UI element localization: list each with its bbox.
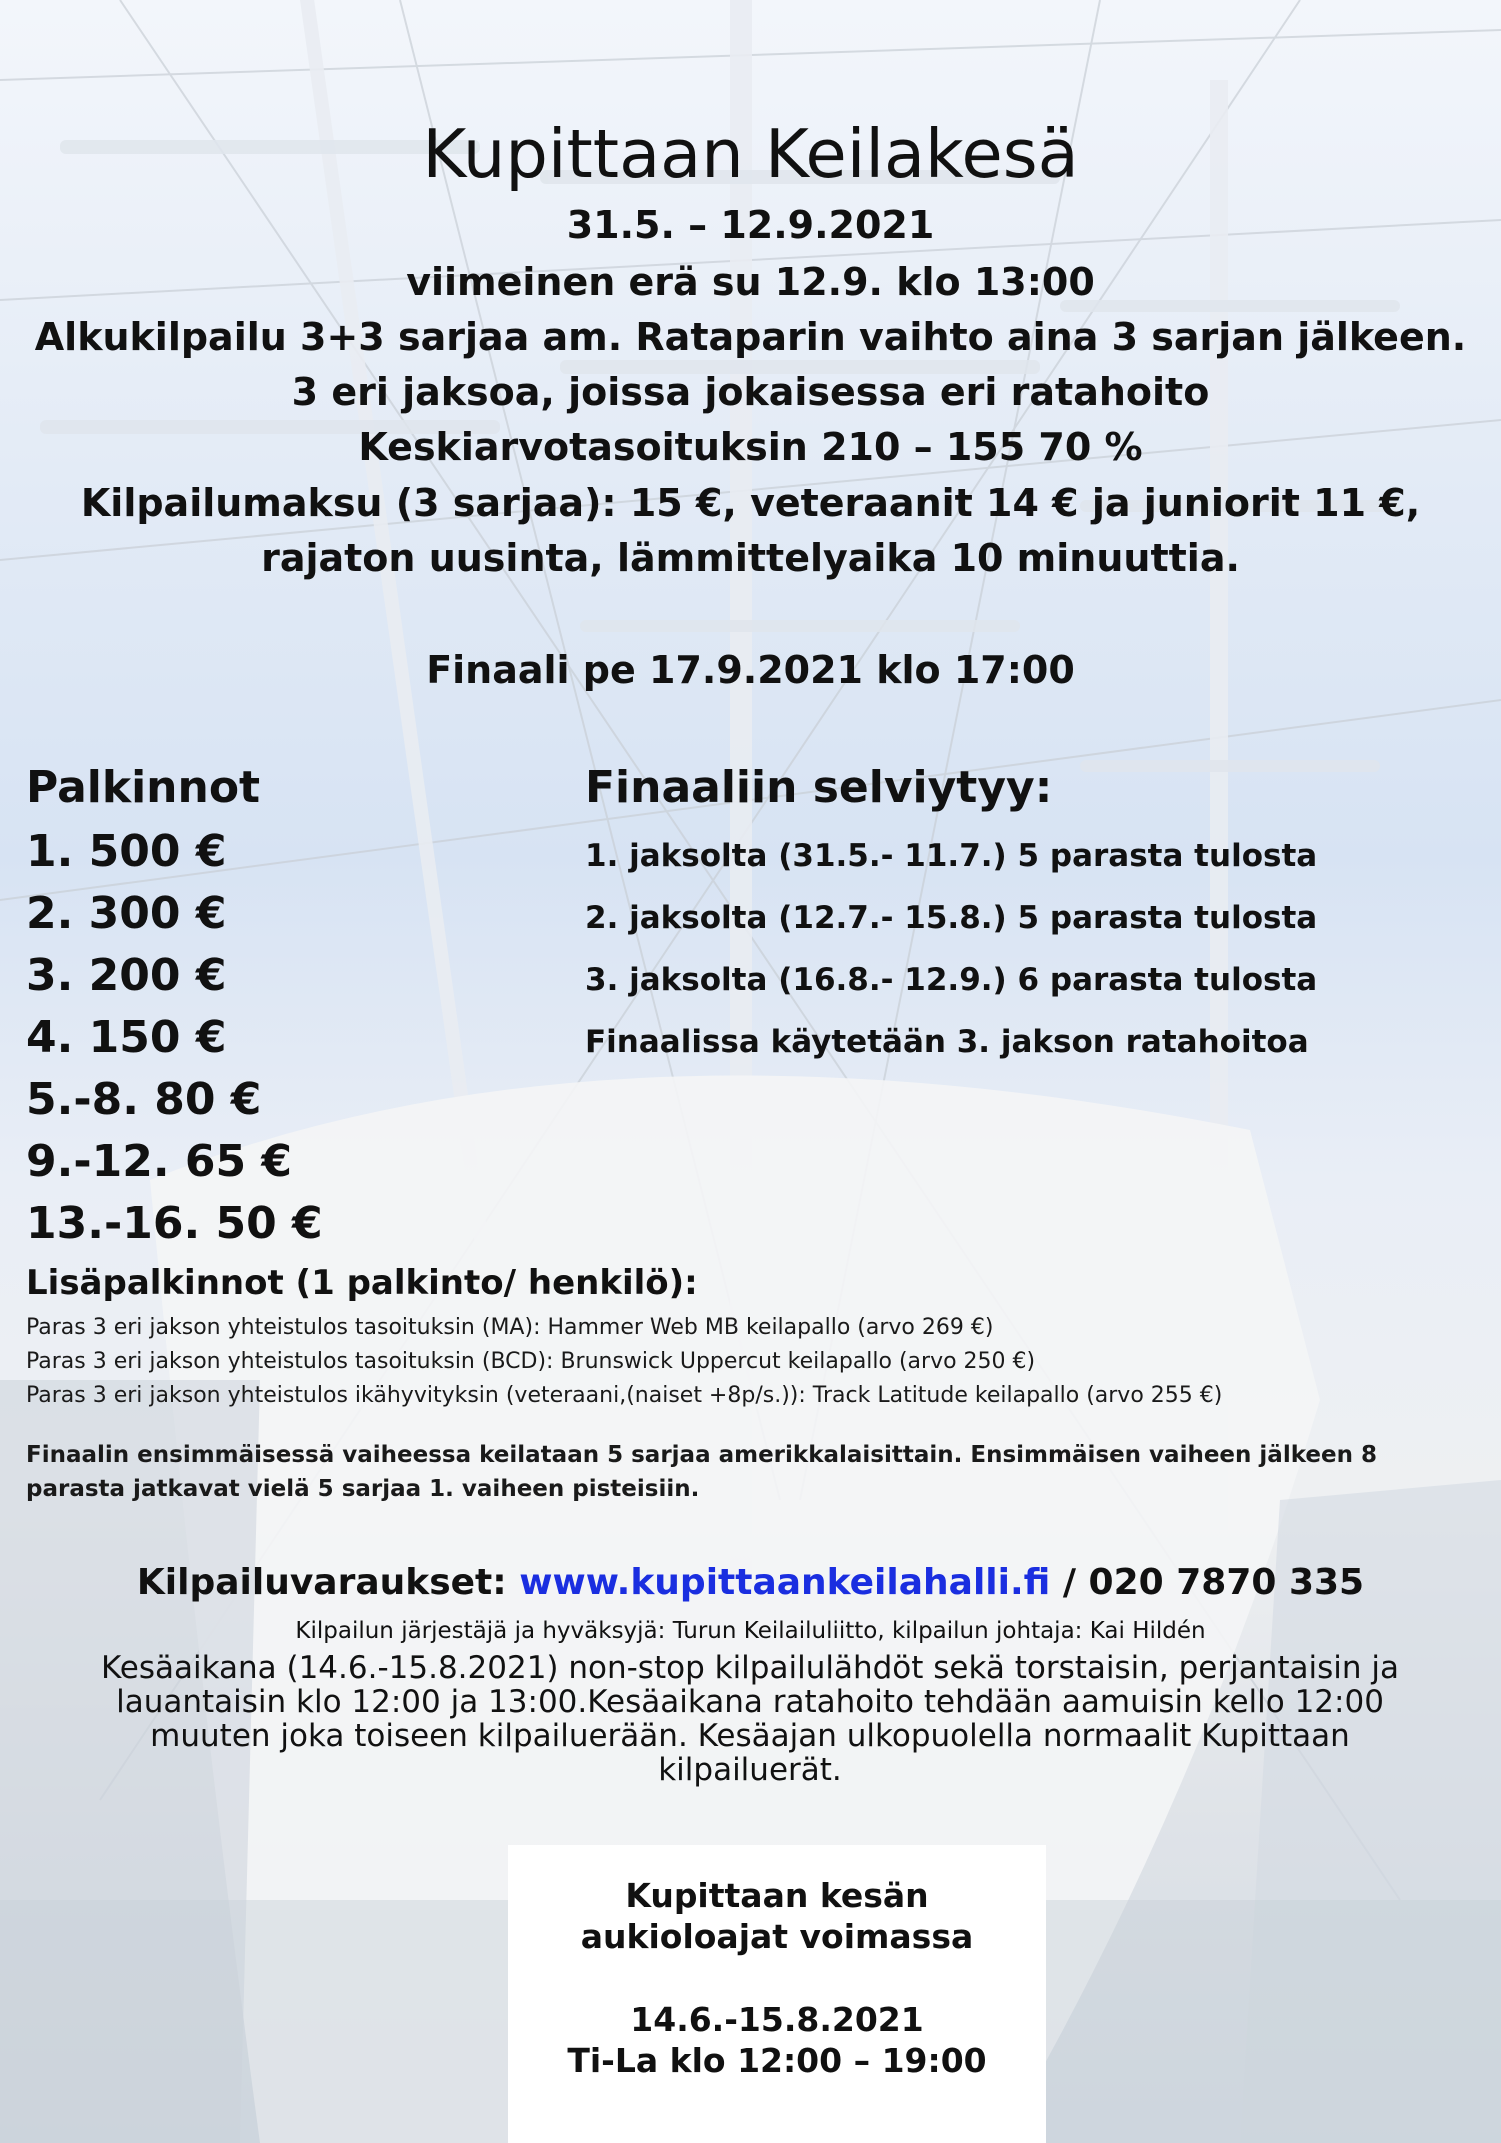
qualify-item: Finaalissa käytetään 3. jakson ratahoitoa — [585, 1024, 1309, 1060]
hours-times: Ti-La klo 12:00 – 19:00 — [567, 2041, 987, 2080]
qualify-item: 3. jaksolta (16.8.- 12.9.) 6 parasta tulosta — [585, 962, 1318, 998]
format-info: Alkukilpailu 3+3 sarjaa am. Rataparin vaihto aina 3 sarjan jälkeen. — [34, 315, 1467, 359]
reservation-line — [0, 1562, 1501, 1603]
prize-item: 3. 200 € — [26, 950, 227, 1001]
final-info — [26, 1438, 1466, 1506]
reservation-label: Kilpailuvaraukset: — [136, 1562, 520, 1603]
final-info-line: Finaalin ensimmäisessä vaiheessa keilataan 5 sarjaa amerikkalaisittain. Ensimmäisen vaiheen jälkeen 8 — [26, 1442, 1377, 1468]
prizes-title: Palkinnot — [26, 762, 261, 813]
prize-item: 9.-12. 65 € — [26, 1136, 293, 1187]
phone-number: / 020 7870 335 — [1050, 1562, 1365, 1603]
hours-dates: 14.6.-15.8.2021 — [630, 2000, 924, 2039]
summer-note-line: kilpailuerät. — [658, 1752, 842, 1788]
final-date: Finaali pe 17.9.2021 klo 17:00 — [426, 648, 1075, 692]
hours-line: Kupittaan kesän — [625, 1876, 929, 1915]
organizer-info: Kilpailun järjestäjä ja hyväksyjä: Turun Keilailuliitto, kilpailun johtaja: Kai Hildén — [295, 1618, 1206, 1644]
summer-note-line: lauantaisin klo 12:00 ja 13:00.Kesäaikana ratahoito tehdään aamuisin kello 12:00 — [116, 1684, 1384, 1720]
extra-prize-item: Paras 3 eri jakson yhteistulos tasoituksin (BCD): Brunswick Uppercut keilapallo (arvo 250 €) — [26, 1349, 1036, 1374]
prize-item: 1. 500 € — [26, 826, 227, 877]
summer-note-line: Kesäaikana (14.6.-15.8.2021) non-stop kilpailulähdöt sekä torstaisin, perjantaisin ja — [100, 1650, 1400, 1686]
qualify-item: 2. jaksolta (12.7.- 15.8.) 5 parasta tulosta — [585, 900, 1318, 936]
last-round: viimeinen erä su 12.9. klo 13:00 — [406, 260, 1095, 304]
periods-info: 3 eri jaksoa, joissa jokaisessa eri ratahoito — [291, 370, 1210, 414]
fee-note: rajaton uusinta, lämmittelyaika 10 minuuttia. — [261, 536, 1240, 580]
prize-item: 5.-8. 80 € — [26, 1074, 262, 1125]
prize-item: 4. 150 € — [26, 1012, 227, 1063]
prize-item: 13.-16. 50 € — [26, 1198, 323, 1249]
event-dates: 31.5. – 12.9.2021 — [566, 203, 935, 247]
qualify-title: Finaaliin selviytyy: — [585, 762, 1053, 813]
opening-hours-box — [508, 1845, 1046, 2143]
extra-prize-item: Paras 3 eri jakson yhteistulos tasoituksin (MA): Hammer Web MB keilapallo (arvo 269 €) — [26, 1315, 994, 1340]
prize-item: 2. 300 € — [26, 888, 227, 939]
summer-note-line: muuten joka toiseen kilpailuerään. Kesäajan ulkopuolella normaalit Kupittaan — [150, 1718, 1350, 1754]
fee-info: Kilpailumaksu (3 sarjaa): 15 €, veteraanit 14 € ja juniorit 11 €, — [80, 481, 1421, 525]
hours-line: aukioloajat voimassa — [580, 1917, 974, 1956]
final-info-line: parasta jatkavat vielä 5 sarjaa 1. vaiheen pisteisiin. — [26, 1476, 700, 1502]
qualify-item: 1. jaksolta (31.5.- 11.7.) 5 parasta tulosta — [585, 838, 1318, 874]
handicap-info: Keskiarvotasoituksin 210 – 155 70 % — [358, 425, 1143, 469]
extra-prizes-title: Lisäpalkinnot (1 palkinto/ henkilö): — [26, 1263, 698, 1303]
poster-title: Kupittaan Keilakesä — [422, 115, 1079, 193]
summer-note — [30, 1651, 1470, 1787]
extra-prize-item: Paras 3 eri jakson yhteistulos ikähyvityksin (veteraani,(naiset +8p/s.)): Track Latitude keilapallo (arvo 255 €) — [26, 1383, 1223, 1408]
website-link[interactable]: www.kupittaankeilahalli.fi — [519, 1562, 1051, 1603]
